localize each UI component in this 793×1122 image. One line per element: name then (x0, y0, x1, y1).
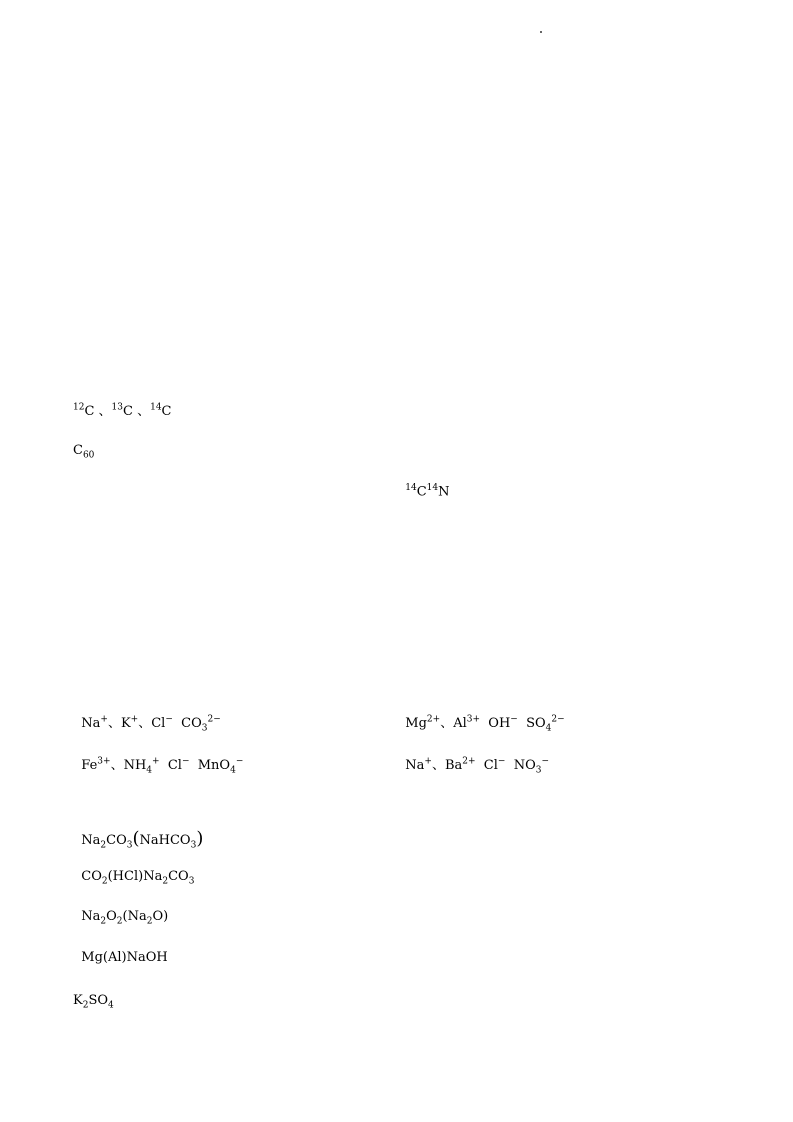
q6-option-b: $CO_2(HCl)Na_2CO_3$ (73, 869, 195, 887)
q6-option-c: $Na_2O_2(Na_2O)$ (73, 909, 169, 927)
q6-option-a: $Na_2CO_3(NaHCO_3)$ (73, 828, 204, 851)
q2-option-a: $C_{60}$ (73, 443, 95, 461)
q7-stem: $K_2SO_4$ (73, 993, 114, 1011)
q5-option-d: Na+、$Ba^{2+}$ Cl− $NO_3^-$ (397, 756, 550, 776)
q6-option-d: Mg(Al)NaOH (73, 950, 168, 965)
atomic-masses (76, 213, 172, 229)
q5-option-a: Na+、K+、Cl− $CO_3^{2-}$ (73, 714, 221, 734)
q2-option-d: $^{14}C^{14}N$ (405, 483, 450, 500)
q2-stem: $^{12}$C 、$^{13}$C 、$^{14}$C (73, 402, 172, 419)
q5-option-b: $Mg^{2+}$、$Al^{3+}$ OH− $SO_4^{2-}$ (397, 714, 565, 734)
q5-option-c: $Fe^{3+}$、$NH_4^+$ Cl− MnO$_4$− (73, 756, 244, 776)
scan-dot (540, 31, 542, 33)
